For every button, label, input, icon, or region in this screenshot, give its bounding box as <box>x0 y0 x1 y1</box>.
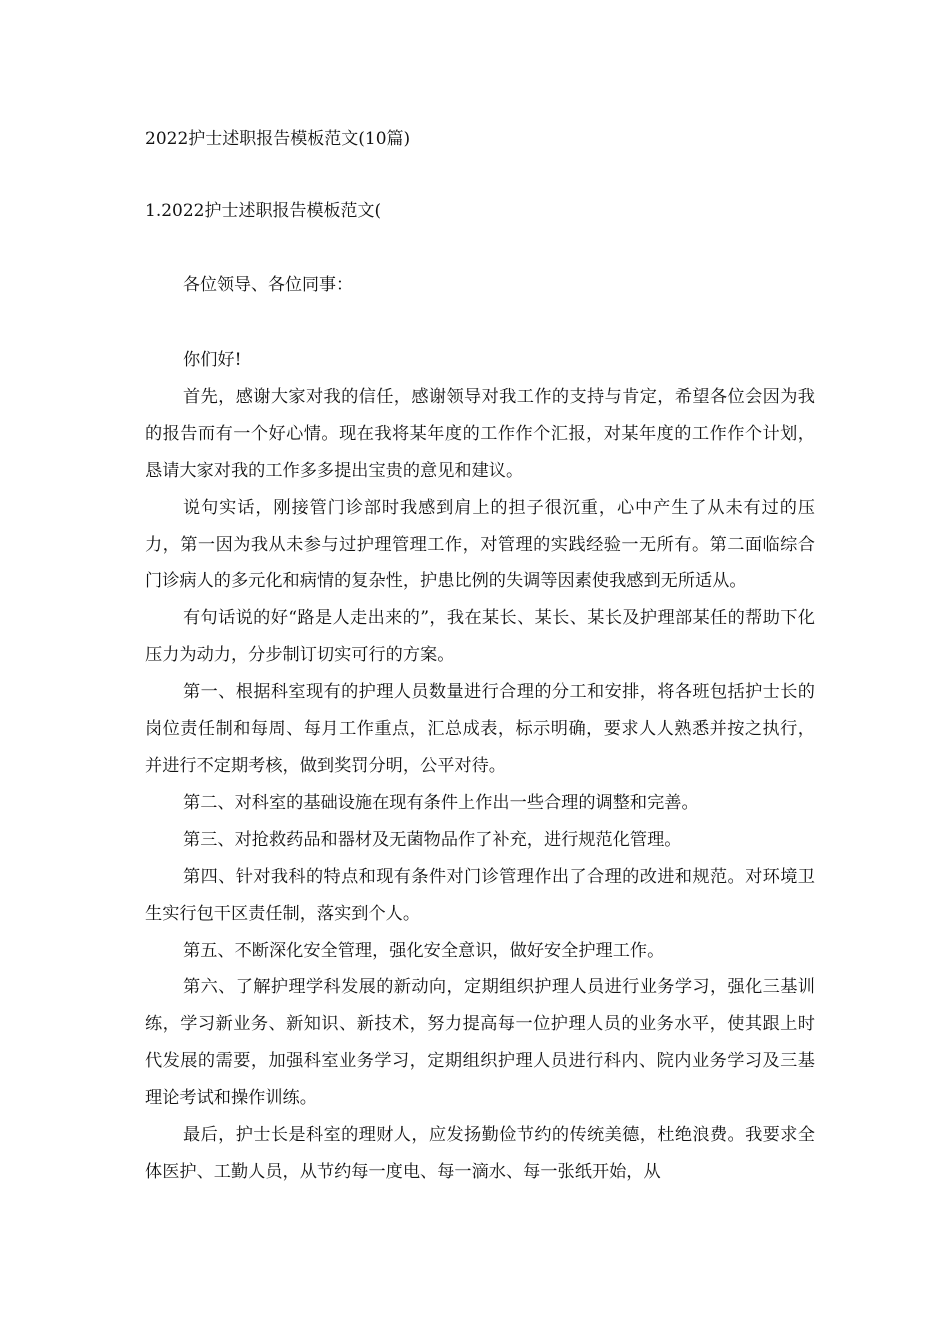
paragraph-greeting: 你们好! <box>183 350 242 370</box>
section-heading: 1.2022护士述职报告模板范文( <box>145 201 382 221</box>
paragraph-item-2: 第二、对科室的基础设施在现有条件上作出一些合理的调整和完善。 <box>183 792 699 813</box>
paragraph-item-6: 第六、了解护理学科发展的新动向，定期组织护理人员进行业务学习，强化三基训练，学习新业务、新知识、新技术，努力提高每一位护理人员的业务水平，使其跟上时代发展的需要，加强科室业务学习，定期组织护理人员进行科内、院内业务学习及三基理论考试和操作训练。 <box>145 977 815 1109</box>
paragraph-item-4: 第四、针对我科的特点和现有条件对门诊管理作出了合理的改进和规范。对环境卫生实行包干区责任制，落实到个人。 <box>145 866 815 924</box>
salutation: 各位领导、各位同事： <box>183 275 353 295</box>
paragraph-item-3: 第三、对抢救药品和器材及无菌物品作了补充，进行规范化管理。 <box>183 829 682 850</box>
document-title: 2022护士述职报告模板范文(10篇) <box>145 129 411 149</box>
paragraph-plan: 有句话说的好“路是人走出来的”，我在某长、某长、某长及护理部某任的帮助下化压力为动力，分步制订切实可行的方案。 <box>145 608 815 666</box>
body-text <box>145 342 815 1191</box>
paragraph-finally: 最后，护士长是科室的理财人，应发扬勤俭节约的传统美德，杜绝浪费。我要求全体医护、工勤人员，从节约每一度电、每一滴水、每一张纸开始，从 <box>145 1125 815 1182</box>
paragraph-item-5: 第五、不断深化安全管理，强化安全意识，做好安全护理工作。 <box>183 940 665 961</box>
paragraph-item-1: 第一、根据科室现有的护理人员数量进行合理的分工和安排，将各班包括护士长的岗位责任制和每周、每月工作重点，汇总成表，标示明确，要求人人熟悉并按之执行，并进行不定期考核，做到奖罚分明，公平对待。 <box>145 682 815 776</box>
paragraph-thanks: 首先，感谢大家对我的信任，感谢领导对我工作的支持与肯定，希望各位会因为我的报告而有一个好心情。现在我将某年度的工作作个汇报，对某年度的工作作个计划，恳请大家对我的工作多多提出宝贵的意见和建议。 <box>145 386 815 481</box>
paragraph-pressure: 说句实话，刚接管门诊部时我感到肩上的担子很沉重，心中产生了从未有过的压力，第一因为我从未参与过护理管理工作，对管理的实践经验一无所有。第二面临综合门诊病人的多元化和病情的复杂性，护患比例的失调等因素使我感到无所适从。 <box>145 497 815 592</box>
